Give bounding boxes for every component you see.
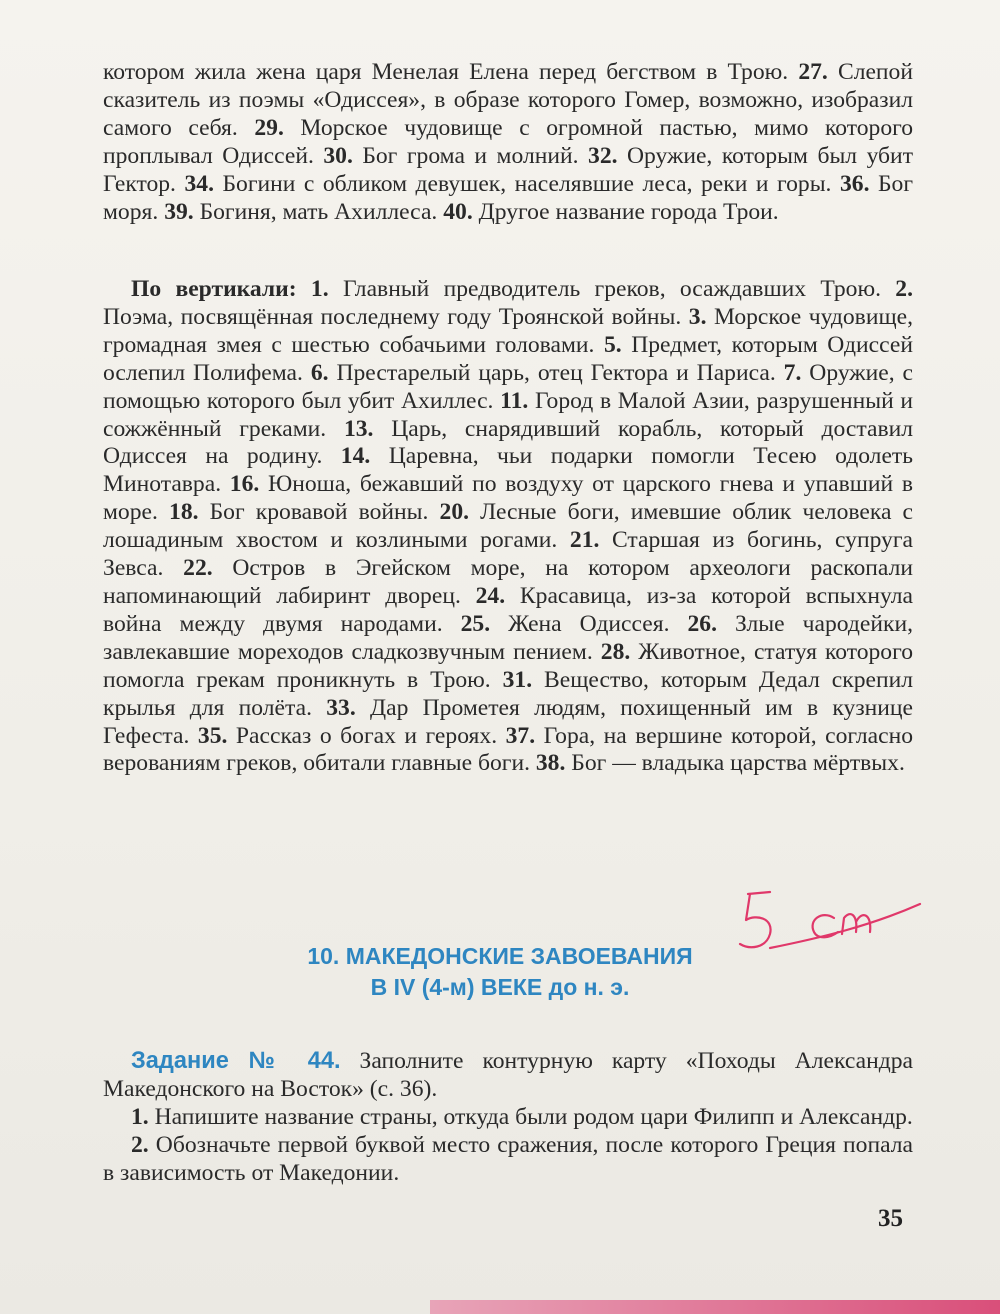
clue-number: 40. bbox=[443, 198, 473, 225]
clue-number: 13. bbox=[343, 415, 374, 442]
clue-text: Юноша, бежавший по воздуху от царского гнева и упавший в море. bbox=[103, 471, 913, 526]
task-item-1 bbox=[103, 1104, 913, 1132]
clue-number: 35. bbox=[197, 722, 228, 749]
clue-text: Бог грома и молний. bbox=[352, 142, 589, 169]
clue-text: Остров в Эгейском море, на котором археологи раскопали напоминающий лабиринт дворец. bbox=[103, 555, 913, 609]
clue-number: 31. bbox=[502, 666, 533, 693]
clue-text: Богиня, мать Ахиллеса. bbox=[193, 198, 444, 225]
clue-number: 33. bbox=[326, 694, 356, 721]
clue-number: 3. bbox=[688, 303, 707, 330]
bottom-edge-strip bbox=[430, 1300, 1000, 1314]
clue-text: Царевна, чьи подарки помогли Тесею одолеть Минотавра. bbox=[103, 443, 913, 498]
clue-text: Бог кровавой войны. bbox=[198, 499, 440, 526]
clue-text bbox=[297, 276, 311, 302]
clue-text: Рассказ о богах и героях. bbox=[227, 722, 506, 749]
section-title-line2: В IV (4-м) ВЕКЕ до н. э. bbox=[370, 974, 630, 1000]
section-title-line1: 10. МАКЕДОНСКИЕ ЗАВОЕВАНИЯ bbox=[307, 943, 693, 969]
clue-text: Оружие, с помощью которого был убит Ахиллес. bbox=[103, 359, 913, 414]
clue-text: Царь, снарядивший корабль, который доставил Одиссея на родину. bbox=[103, 415, 914, 470]
clue-number: 18. bbox=[169, 499, 199, 526]
clue-number: 25. bbox=[460, 610, 491, 637]
clue-text: Главный предводитель греков, осаждавших Трою. bbox=[328, 276, 896, 302]
clue-number: 2. bbox=[895, 276, 913, 302]
crossword-down-clues bbox=[103, 276, 913, 778]
clue-text: Морское чудовище, громадная змея с шестью собачьими головами. bbox=[103, 303, 913, 358]
clue-number: 37. bbox=[505, 722, 536, 749]
clue-text: Жена Одиссея. bbox=[490, 610, 688, 637]
clue-number: 14. bbox=[340, 443, 371, 470]
clue-number: 5. bbox=[603, 331, 622, 358]
page-number: 35 bbox=[878, 1205, 903, 1232]
clue-number: 36. bbox=[839, 170, 870, 197]
clue-text: Старшая из богинь, супруга Зевса. bbox=[103, 527, 913, 582]
clue-number: 38. bbox=[535, 750, 566, 777]
clue-text: Вещество, которым Дедал скрепил крылья для полёта. bbox=[103, 666, 914, 721]
clue-text: Слепой сказитель из поэмы «Одиссея», в образе которого Гомер, возможно, изобразил самого себя. bbox=[103, 59, 913, 141]
clue-text: Гора, на вершине которой, согласно верованиям греков, обитали главные боги. bbox=[103, 722, 914, 777]
clue-number: 11. bbox=[500, 387, 529, 414]
clue-text: Животное, статуя которого помогла грекам проникнуть в Трою. bbox=[103, 638, 913, 693]
clue-number: 21. bbox=[569, 527, 600, 554]
clue-number: 16. bbox=[229, 471, 260, 498]
clue-number: 7. bbox=[783, 359, 802, 386]
clue-text: Другое название города Трои. bbox=[472, 198, 779, 225]
clue-text: Красавица, из-за которой вспыхнула война между двумя народами. bbox=[103, 582, 913, 637]
clue-text: Дар Прометея людям, похищенный им в кузнице Гефеста. bbox=[103, 694, 913, 749]
clue-text: Поэма, посвящённая последнему году Троянской войны. bbox=[103, 303, 689, 330]
clue-text: Бог — владыка царства мёртвых. bbox=[565, 750, 905, 777]
task-intro bbox=[103, 1048, 913, 1104]
clue-number: 30. bbox=[323, 142, 353, 169]
clue-number: 2. bbox=[131, 1131, 149, 1158]
task-block bbox=[103, 1048, 913, 1188]
clue-number: 24. bbox=[475, 582, 506, 609]
clue-number: 39. bbox=[164, 198, 194, 225]
clue-number: По вертикали: bbox=[131, 276, 297, 302]
clue-text: Злые чародейки, завлекавшие мореходов сладкозвучным пением. bbox=[103, 610, 913, 665]
crossword-across-clues bbox=[103, 59, 913, 226]
clue-text: котором жила жена царя Менелая Елена перед бегством в Трою. bbox=[103, 59, 799, 85]
clue-text: Оружие, которым был убит Гектор. bbox=[103, 142, 913, 197]
clue-text: Морское чудовище с огромной пастью, мимо которого проплывал Одиссей. bbox=[103, 114, 914, 169]
clue-text: Бог моря. bbox=[103, 170, 914, 225]
clue-number: 1. bbox=[310, 276, 329, 302]
clue-number: 28. bbox=[600, 638, 631, 665]
task-label: Задание № 44. bbox=[131, 1048, 341, 1074]
clue-text: Предмет, которым Одиссей ослепил Полифема. bbox=[103, 331, 913, 386]
clue-text: Богини с обликом девушек, населявшие леса, реки и горы. bbox=[213, 170, 840, 197]
clue-number: 20. bbox=[439, 499, 470, 526]
clue-number: 22. bbox=[183, 555, 213, 582]
clue-number: 1. bbox=[131, 1103, 149, 1130]
task-text: Заполните контурную карту «Походы Александра Македонского на Восток» (с. 36). bbox=[103, 1048, 914, 1102]
clue-text: Лесные боги, имевшие облик человека с лошадиным хвостом и козлиными рогами. bbox=[103, 499, 914, 554]
clue-number: 27. bbox=[798, 59, 828, 85]
task-item-2 bbox=[103, 1132, 913, 1188]
clue-number: 26. bbox=[687, 610, 717, 637]
clue-number: 32. bbox=[588, 142, 618, 169]
clue-text: Обозначьте первой буквой место сражения, после которого Греция попала в зависимость от Македонии. bbox=[103, 1131, 913, 1186]
clue-number: 34. bbox=[184, 170, 214, 197]
clue-text: Напишите название страны, откуда были родом цари Филипп и Александр. bbox=[148, 1103, 913, 1130]
clue-text: Престарелый царь, отец Гектора и Париса. bbox=[328, 359, 784, 386]
clue-number: 6. bbox=[310, 359, 329, 386]
clue-text: Город в Малой Азии, разрушенный и сожжённый греками. bbox=[103, 387, 913, 442]
handwritten-grade-mark bbox=[730, 880, 930, 980]
clue-number: 29. bbox=[254, 114, 284, 141]
